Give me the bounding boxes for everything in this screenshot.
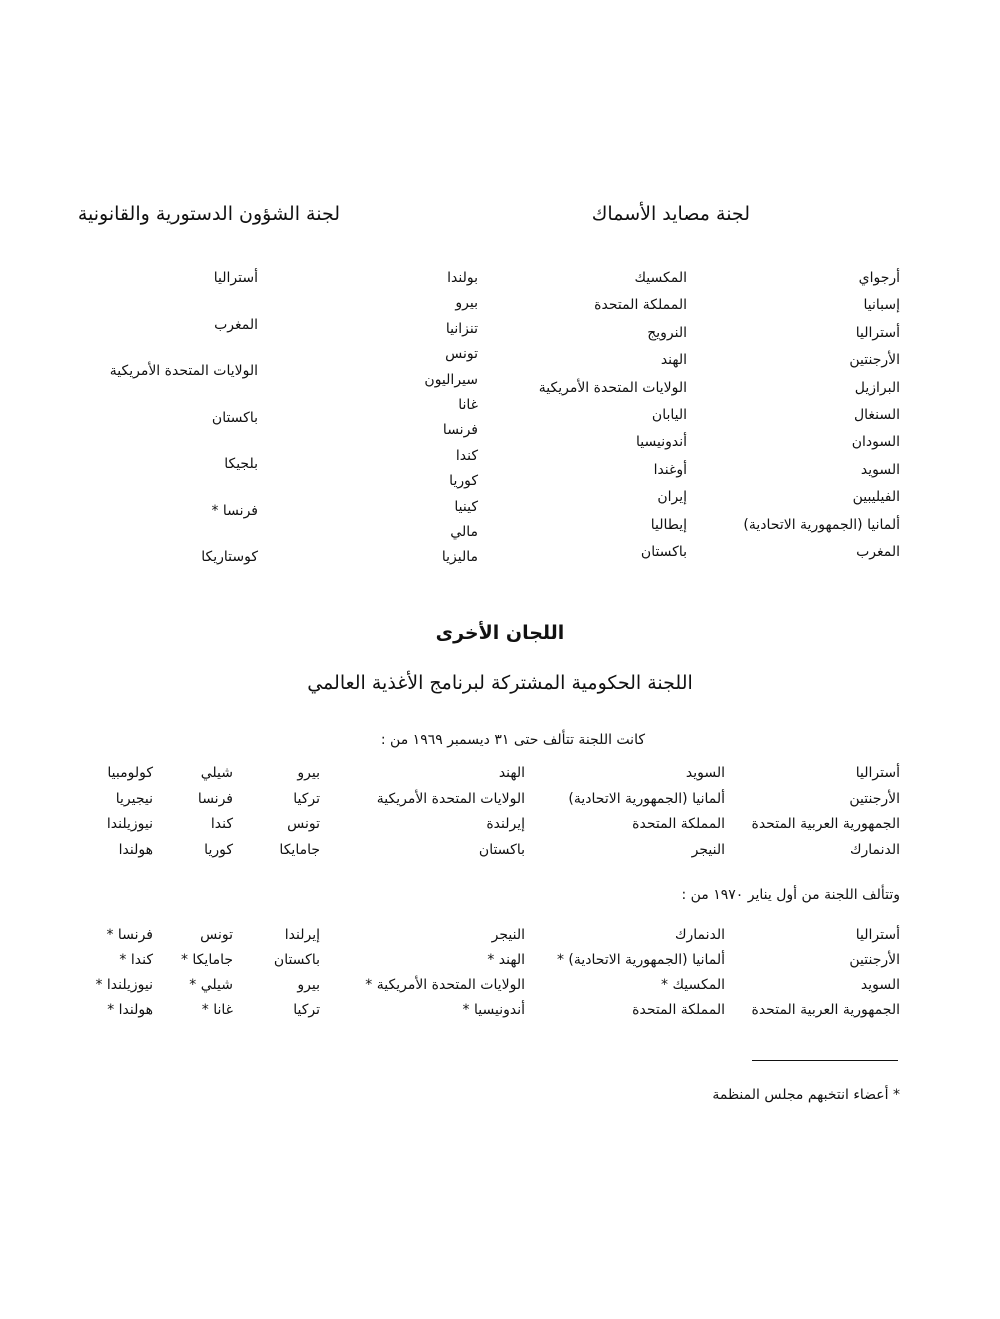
constitutional-member: بلجيكا <box>224 456 258 472</box>
other-committees-heading: اللجان الأخرى <box>435 622 565 644</box>
member-1970: الهند * <box>487 952 525 968</box>
fisheries-member: اليابان <box>651 407 687 423</box>
member-1969: كولومبيا <box>107 765 153 781</box>
footnote-divider <box>752 1060 898 1061</box>
fisheries-member: ألمانيا (الجمهورية الاتحادية) <box>743 516 900 533</box>
member-1970: غانا * <box>201 1002 233 1018</box>
member-1969: نيجيريا <box>115 790 153 807</box>
constitutional-member: كينيا <box>454 498 478 515</box>
constitutional-member: كندا <box>455 447 478 464</box>
constitutional-member: فرنسا * <box>211 502 258 519</box>
member-1970: أستراليا <box>855 927 900 943</box>
member-1969: جامايكا <box>279 841 320 858</box>
member-1969: الأرجنتين <box>849 790 900 807</box>
member-1969: الجمهورية العربية المتحدة <box>751 816 900 832</box>
fisheries-member: الولايات المتحدة الأمريكية <box>538 379 687 396</box>
constitutional-member: مالي <box>450 524 478 540</box>
member-1970: بيرو <box>297 977 320 993</box>
fisheries-member: أستراليا <box>855 324 900 341</box>
constitutional-member: المغرب <box>214 316 258 333</box>
constitutional-member: باكستان <box>211 409 258 426</box>
fisheries-member: أوغندا <box>653 461 687 478</box>
fisheries-member: الأرجنتين <box>849 352 900 369</box>
member-1969: فرنسا <box>197 790 233 807</box>
member-1970: شيلي * <box>189 977 233 993</box>
fisheries-member: المملكة المتحدة <box>594 297 687 314</box>
fisheries-member: البرازيل <box>854 379 900 396</box>
member-1970: كندا * <box>119 952 153 968</box>
member-1970: باكستان <box>273 952 320 968</box>
fisheries-member: إسبانيا <box>863 297 900 314</box>
constitutional-member: أستراليا <box>213 270 258 286</box>
member-1970: نيوزيلندا * <box>95 977 153 993</box>
fisheries-member: إيران <box>657 489 687 506</box>
wfp-committee-title: اللجنة الحكومية المشتركة لبرنامج الأغذية العالمي <box>307 672 693 694</box>
constitutional-member: بولندا <box>447 270 478 286</box>
member-1970: النيجر <box>491 927 525 943</box>
constitutional-member: بيرو <box>455 295 478 312</box>
constitutional-member: تونس <box>445 346 478 363</box>
constitutional-member: تنزانيا <box>445 320 478 337</box>
member-1969: بيرو <box>297 765 320 781</box>
constitutional-member: غانا <box>458 397 478 413</box>
member-1969: الولايات المتحدة الأمريكية <box>376 790 525 807</box>
constitutional-member: ماليزيا <box>441 549 478 566</box>
fisheries-member: المغرب <box>856 544 900 560</box>
member-1969: باكستان <box>478 841 525 858</box>
constitutional-member: الولايات المتحدة الأمريكية <box>109 363 258 379</box>
fisheries-member: السويد <box>860 461 900 478</box>
member-1969: النيجر <box>691 841 725 858</box>
intro-from-1970: وتتألف اللجنة من أول يناير ١٩٧٠ من : <box>681 887 900 903</box>
member-1970: الولايات المتحدة الأمريكية * <box>365 977 525 993</box>
member-1970: الأرجنتين <box>849 952 900 968</box>
member-1969: شيلي <box>200 765 233 781</box>
member-1969: السويد <box>685 765 725 781</box>
fisheries-member: الفيليبين <box>852 489 900 506</box>
member-1969: ألمانيا (الجمهورية الاتحادية) <box>568 790 725 807</box>
member-1970: الجمهورية العربية المتحدة <box>751 1002 900 1018</box>
member-1969: الهند <box>498 765 525 781</box>
intro-until-1969: كانت اللجنة تتألف حتى ٣١ ديسمبر ١٩٦٩ من : <box>380 732 645 748</box>
member-1969: المملكة المتحدة <box>632 816 725 832</box>
fisheries-member: أرجواي <box>858 270 900 286</box>
fisheries-member: المكسيك <box>634 270 687 286</box>
fisheries-committee-title: لجنة مصايد الأسماك <box>591 203 750 225</box>
fisheries-member: السودان <box>851 434 900 451</box>
member-1970: تركيا <box>293 1002 320 1018</box>
constitutional-committee-title: لجنة الشؤون الدستورية والقانونية <box>77 203 340 225</box>
fisheries-member: السنغال <box>853 407 900 423</box>
member-1970: هولندا * <box>107 1002 153 1018</box>
member-1969: تركيا <box>293 790 320 807</box>
fisheries-member: أندونيسيا <box>636 434 687 451</box>
constitutional-member: كوريا <box>449 473 478 490</box>
member-1970: أندونيسيا * <box>462 1002 525 1018</box>
member-1970: المملكة المتحدة <box>632 1002 725 1018</box>
fisheries-member: النرويج <box>647 324 687 341</box>
footnote: * أعضاء انتخبهم مجلس المنظمة <box>712 1087 900 1103</box>
member-1969: كوريا <box>204 841 233 858</box>
member-1969: إيرلندة <box>486 816 525 832</box>
constitutional-member: فرنسا <box>442 422 478 439</box>
fisheries-member: باكستان <box>640 544 687 560</box>
member-1969: أستراليا <box>855 765 900 781</box>
member-1969: كندا <box>210 816 233 832</box>
member-1969: الدنمارك <box>849 841 900 858</box>
constitutional-member: كوستاريكا <box>201 549 258 565</box>
member-1970: الدنمارك <box>674 927 725 943</box>
fisheries-member: إيطاليا <box>650 516 687 533</box>
member-1969: تونس <box>287 816 320 832</box>
member-1970: تونس <box>200 927 233 943</box>
member-1969: نيوزيلندا <box>106 816 153 832</box>
fisheries-member: الهند <box>660 352 687 369</box>
member-1970: السويد <box>860 977 900 993</box>
member-1970: فرنسا * <box>106 927 153 943</box>
member-1970: ألمانيا (الجمهورية الاتحادية) * <box>556 952 725 968</box>
member-1970: جامايكا * <box>180 952 233 968</box>
member-1969: هولندا <box>118 841 153 858</box>
member-1970: إيرلندا <box>284 927 320 943</box>
constitutional-member: سيراليون <box>424 371 478 388</box>
member-1970: المكسيك * <box>661 977 725 993</box>
